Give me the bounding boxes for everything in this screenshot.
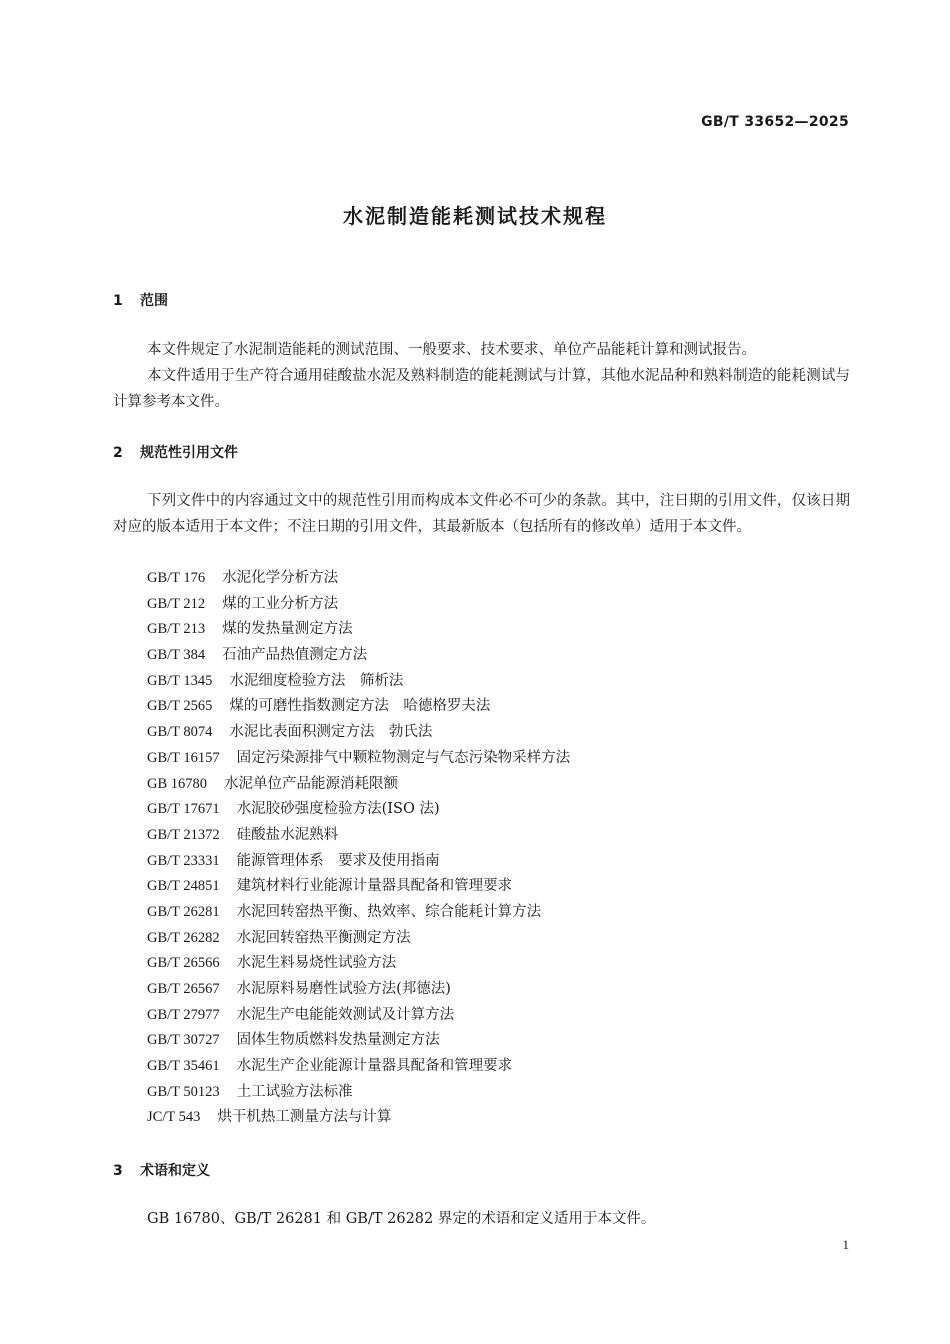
list-item: [147, 720, 570, 746]
reference-title: 水泥单位产品能源消耗限额: [224, 775, 399, 792]
section-title: 术语和定义: [140, 1163, 210, 1179]
reference-title: 水泥生产电能能效测试及计算方法: [236, 1006, 455, 1023]
section-title: 规范性引用文件: [140, 445, 238, 461]
reference-code: GB/T 213: [147, 621, 206, 638]
list-item: [147, 694, 570, 720]
reference-code: GB/T 8074: [147, 724, 213, 741]
section-heading-normative-references: [113, 442, 238, 462]
reference-title: 煤的工业分析方法: [222, 595, 339, 612]
section-heading-scope: [113, 290, 168, 310]
list-item: [147, 823, 570, 849]
page-number: 1: [842, 1237, 849, 1252]
list-item: [147, 746, 570, 772]
reference-code: GB/T 212: [147, 595, 206, 612]
reference-list: [147, 566, 570, 1131]
document-title: 水泥制造能耗测试技术规程: [343, 204, 607, 228]
reference-title: 水泥生料易烧性试验方法: [236, 955, 397, 972]
reference-title: 建筑材料行业能源计量器具配备和管理要求: [236, 878, 513, 895]
standard-code: GB/T 33652—2025: [701, 114, 849, 130]
reference-title: 能源管理体系 要求及使用指南: [236, 852, 440, 869]
reference-code: GB/T 24851: [147, 878, 220, 895]
reference-title: 烘干机热工测量方法与计算: [217, 1109, 392, 1126]
reference-code: GB/T 30727: [147, 1032, 220, 1049]
reference-title: 煤的发热量测定方法: [222, 621, 353, 638]
reference-code: GB/T 50123: [147, 1083, 220, 1100]
reference-title: 水泥原料易磨性试验方法(邦德法): [236, 981, 451, 997]
list-item: [147, 669, 570, 695]
reference-title: 水泥胶砂强度检验方法(ISO 法): [236, 801, 440, 818]
list-item: [147, 874, 570, 900]
section-heading-terms-and-definitions: [113, 1160, 210, 1180]
list-item: [147, 1003, 570, 1029]
reference-code: GB/T 16157: [147, 749, 220, 766]
reference-code: GB/T 21372: [147, 826, 220, 843]
list-item: [147, 772, 570, 798]
section-number: 3: [113, 1163, 123, 1179]
reference-code: GB/T 23331: [147, 852, 220, 869]
list-item: [147, 643, 570, 669]
reference-code: GB/T 384: [147, 647, 206, 664]
reference-title: 水泥回转窑热平衡测定方法: [236, 929, 411, 946]
reference-title: 硅酸盐水泥熟料: [236, 826, 339, 843]
reference-code: GB/T 26281: [147, 903, 220, 920]
list-item: [147, 900, 570, 926]
list-item: [147, 926, 570, 952]
paragraph: 本文件规定了水泥制造能耗的测试范围、一般要求、技术要求、单位产品能耗计算和测试报告。: [147, 342, 756, 358]
list-item: [147, 951, 570, 977]
reference-code: GB/T 26282: [147, 929, 220, 946]
list-item: [147, 1080, 570, 1106]
reference-title: 水泥回转窑热平衡、热效率、综合能耗计算方法: [236, 903, 542, 920]
reference-code: JC/T 543: [147, 1109, 201, 1126]
reference-title: 水泥细度检验方法 筛析法: [229, 672, 404, 689]
list-item: [147, 977, 570, 1003]
reference-title: 石油产品热值测定方法: [222, 647, 368, 664]
list-item: [147, 1105, 570, 1131]
reference-title: 固体生物质燃料发热量测定方法: [236, 1032, 440, 1049]
list-item: [147, 1028, 570, 1054]
reference-code: GB/T 26567: [147, 981, 220, 997]
reference-code: GB/T 35461: [147, 1058, 220, 1075]
reference-code: GB/T 176: [147, 570, 206, 586]
reference-title: 固定污染源排气中颗粒物测定与气态污染物采样方法: [236, 749, 571, 766]
list-item: [147, 617, 570, 643]
paragraph: 本文件适用于生产符合通用硅酸盐水泥及熟料制造的能耗测试与计算，其他水泥品种和熟料制造的能耗测试与计算参考本文件。: [113, 368, 850, 410]
list-item: [147, 1054, 570, 1080]
list-item: [147, 797, 570, 823]
list-item: [147, 592, 570, 618]
list-item: [147, 849, 570, 875]
section-number: 2: [113, 445, 123, 461]
reference-title: 水泥比表面积测定方法 勃氏法: [229, 724, 433, 741]
reference-title: 水泥化学分析方法: [222, 570, 339, 586]
reference-code: GB/T 1345: [147, 672, 213, 689]
reference-code: GB/T 2565: [147, 698, 213, 715]
reference-title: 土工试验方法标准: [236, 1083, 353, 1100]
reference-code: GB/T 17671: [147, 801, 220, 818]
list-item: [147, 566, 570, 592]
paragraph: GB 16780、GB/T 26281 和 GB/T 26282 界定的术语和定义适用于本文件。: [147, 1211, 656, 1227]
reference-title: 水泥生产企业能源计量器具配备和管理要求: [236, 1058, 513, 1075]
paragraph: 下列文件中的内容通过文中的规范性引用而构成本文件必不可少的条款。其中，注日期的引用文件，仅该日期对应的版本适用于本文件；不注日期的引用文件，其最新版本（包括所有的修改单）适用于本文件。: [113, 493, 850, 535]
reference-code: GB 16780: [147, 775, 208, 792]
reference-code: GB/T 27977: [147, 1006, 220, 1023]
section-title: 范围: [140, 293, 168, 309]
reference-title: 煤的可磨性指数测定方法 哈德格罗夫法: [229, 698, 491, 715]
section-number: 1: [113, 293, 123, 309]
reference-code: GB/T 26566: [147, 955, 220, 972]
